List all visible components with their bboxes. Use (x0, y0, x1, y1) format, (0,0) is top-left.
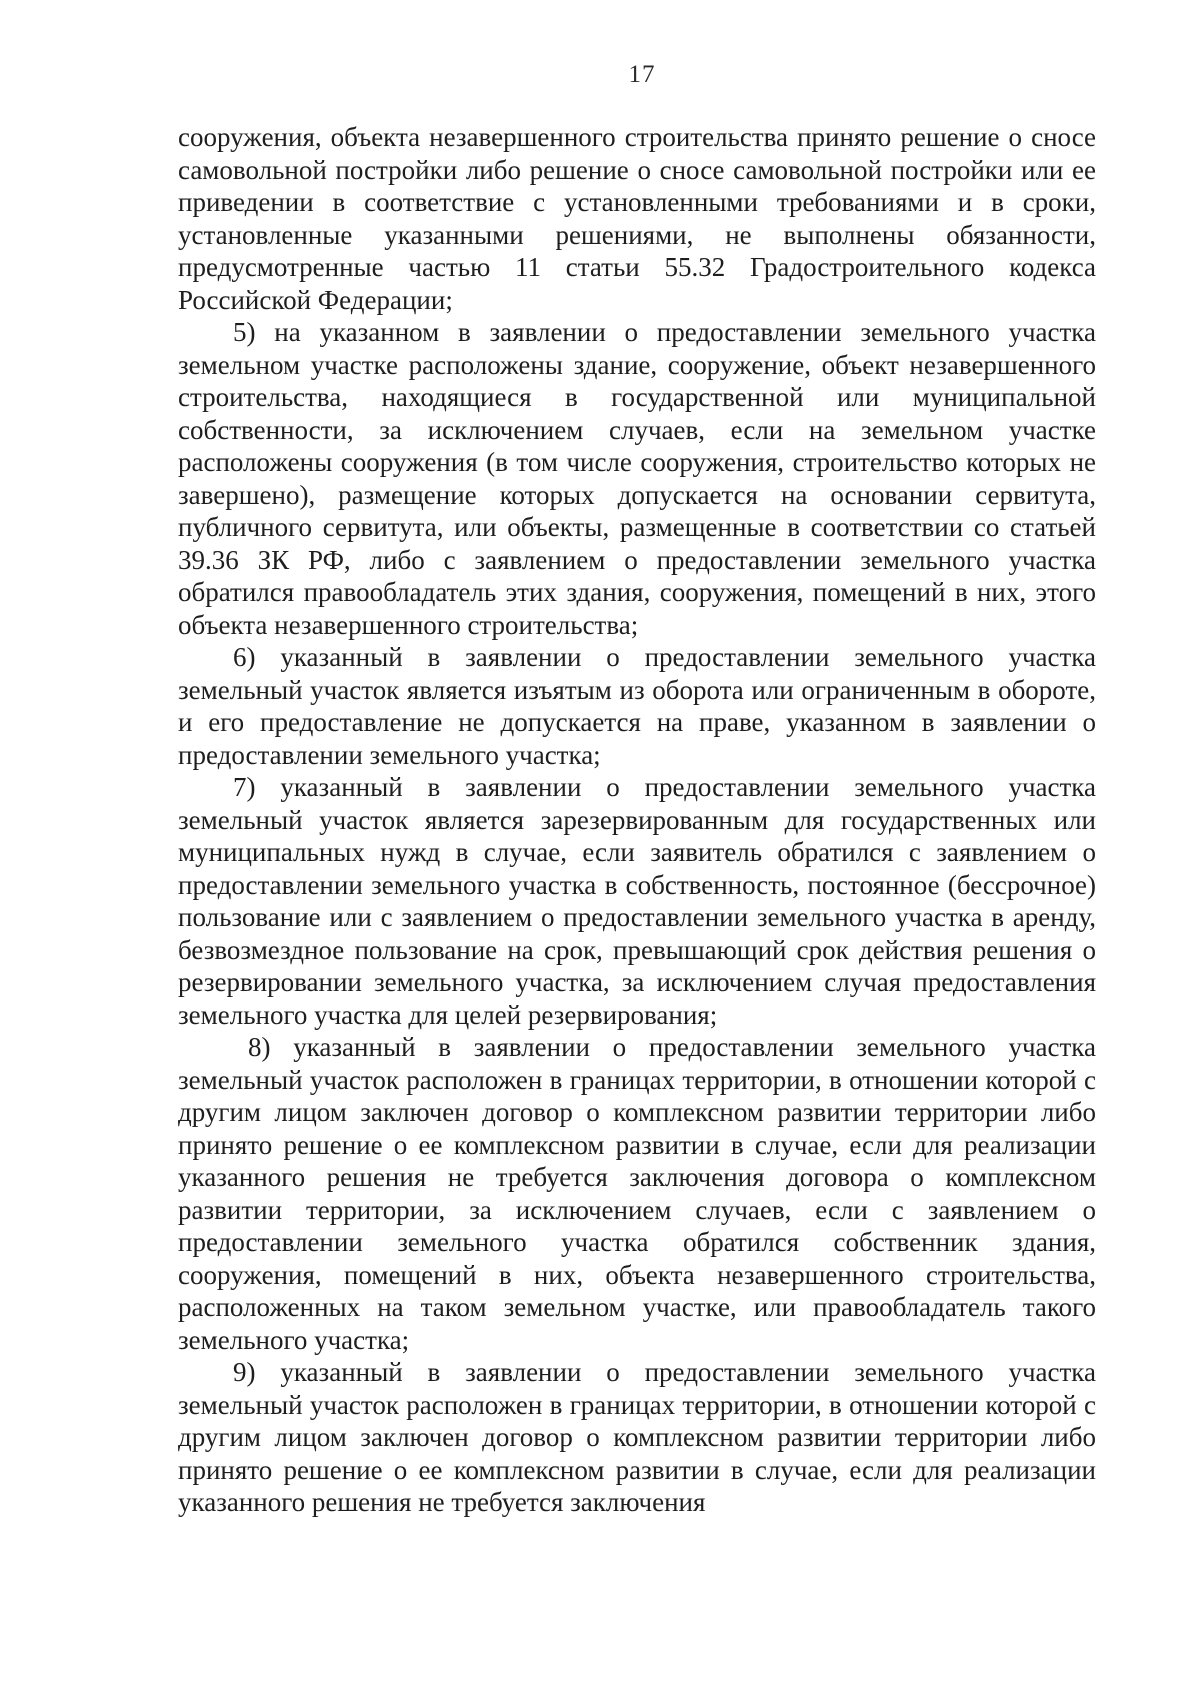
paragraph-item-5: 5) на указанном в заявлении о предоставлении земельного участка земельном участке расположены здание, сооружение, объект незавершенного строительства, находящиеся в государственной или муниципальной собственности, за исключением случаев, если на земельном участке расположены сооружения (в том числе сооружения, строительство которых не завершено), размещение которых допускается на основании сервитута, публичного сервитута, или объекты, размещенные в соответствии со статьей 39.36 ЗК РФ, либо с заявлением о предоставлении земельного участка обратился правообладатель этих здания, сооружения, помещений в них, этого объекта незавершенного строительства; (178, 317, 1096, 640)
page-number: 17 (628, 61, 656, 88)
paragraph-item-9: 9) указанный в заявлении о предоставлении земельного участка земельный участок расположен в границах территории, в отношении которой с другим лицом заключен договор о комплексном развитии территории либо принято решение о ее комплексном развитии в случае, если для реализации указанного решения не требуется заключения (178, 1357, 1096, 1517)
document-body (178, 121, 1096, 1519)
paragraph-item-7: 7) указанный в заявлении о предоставлении земельного участка земельный участок является зарезервированным для государственных или муниципальных нужд в случае, если заявитель обратился с заявлением о предоставлении земельного участка в собственность, постоянное (бессрочное) пользование или с заявлением о предоставлении земельного участка в аренду, безвозмездное пользование на срок, превышающий срок действия решения о резервировании земельного участка, за исключением случая предоставления земельного участка для целей резервирования; (178, 772, 1096, 1030)
paragraph-item-6: 6) указанный в заявлении о предоставлении земельного участка земельный участок является изъятым из оборота или ограниченным в обороте, и его предоставление не допускается на праве, указанном в заявлении о предоставлении земельного участка; (178, 642, 1096, 770)
paragraph-item-8: 8) указанный в заявлении о предоставлении земельного участка земельный участок расположен в границах территории, в отношении которой с другим лицом заключен договор о комплексном развитии территории либо принято решение о ее комплексном развитии в случае, если для реализации указанного решения не требуется заключения договора о комплексном развитии территории, за исключением случаев, если с заявлением о предоставлении земельного участка обратился собственник здания, сооружения, помещений в них, объекта незавершенного строительства, расположенных на таком земельном участке, или правообладатель такого земельного участка; (178, 1032, 1096, 1355)
paragraph-continuation: сооружения, объекта незавершенного строительства принято решение о сносе самовольной постройки либо решение о сносе самовольной постройки или ее приведении в соответствие с установленными требованиями и в сроки, установленные указанными решениями, не выполнены обязанности, предусмотренные частью 11 статьи 55.32 Градостроительного кодекса Российской Федерации; (178, 122, 1096, 315)
